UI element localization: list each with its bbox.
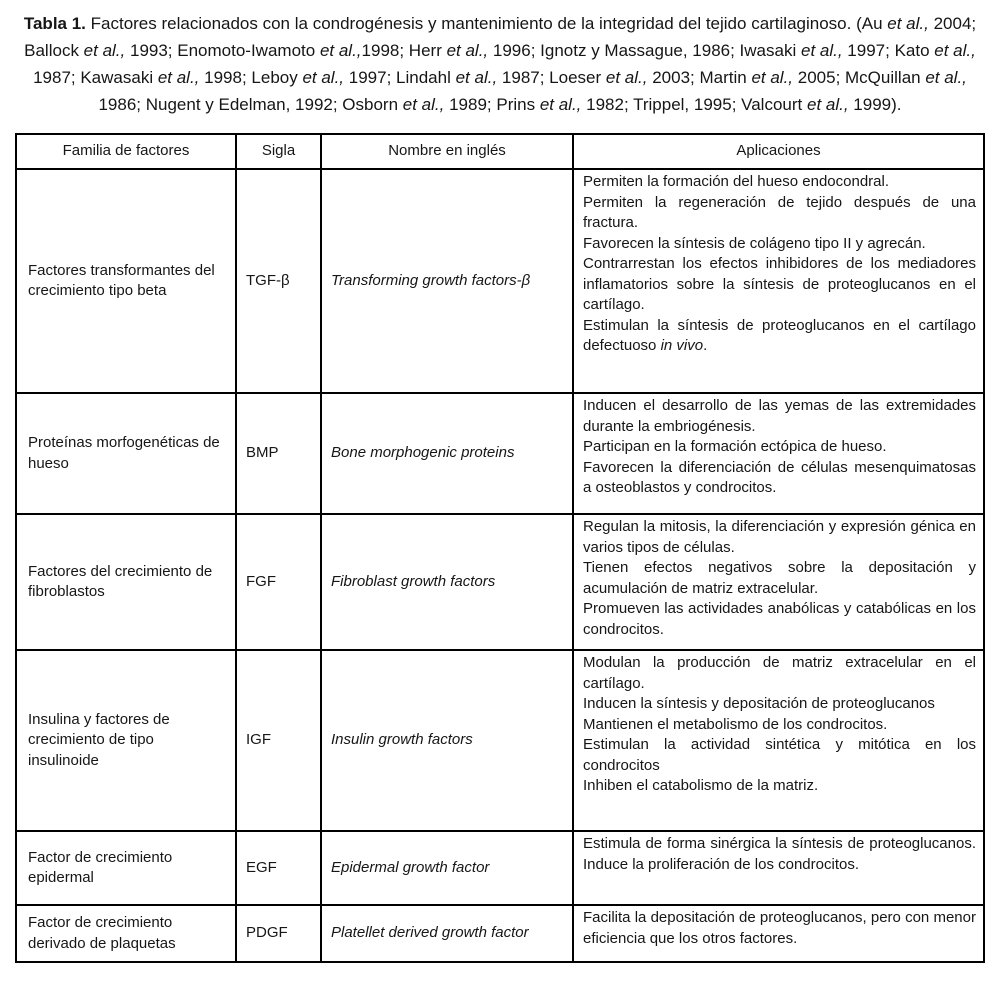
cell-aplicaciones [573,514,984,650]
table-row-tgf-b [16,169,984,393]
header-nombre-en-ingles: Nombre en inglés [321,134,573,169]
cell-aplicaciones [573,169,984,393]
application-item: Inducen la síntesis y depositación de proteoglucanos [583,695,935,712]
table-row-igf [16,650,984,831]
cell-familia: Proteínas morfogenéticas de hueso [16,393,236,514]
application-item: Permiten la regeneración de tejido después de una fractura. [583,193,976,231]
application-item: Estimula de forma sinérgica la síntesis de proteoglucanos. Induce la proliferación de los condrocitos. [583,835,976,873]
application-item: Favorecen la síntesis de colágeno tipo II y agrecán. [583,234,926,252]
cell-familia: Factor de crecimiento derivado de plaquetas [16,905,236,962]
cell-sigla: BMP [236,393,321,514]
document-page [0,10,1000,963]
cell-familia: Insulina y factores de crecimiento de tipo insulinoide [16,650,236,831]
cell-sigla: EGF [236,831,321,905]
cell-nombre-ingles: Fibroblast growth factors [321,514,573,650]
table-caption: Tabla 1. Factores relacionados con la condrogénesis y mantenimiento de la integridad del tejido cartilaginoso. (Au et al., 2004; Ballock et al., 1993; Enomoto-Iwamoto et al.,1998; Herr et al., 1996; Ignotz y Massague, 1986; Iwasaki et al., 1997; Kato et al., 1987; Kawasaki et al., 1998; Leboy et al., 1997; Lindahl et al., 1987; Loeser et al., 2003; Martin et al., 2005; McQuillan et al., 1986; Nugent y Edelman, 1992; Osborn et al., 1989; Prins et al., 1982; Trippel, 1995; Valcourt et al., 1999). [23,14,977,114]
cell-aplicaciones [573,905,984,962]
cell-nombre-ingles: Epidermal growth factor [321,831,573,905]
application-item: Favorecen la diferenciación de células mesenquimatosas a osteoblastos y condrocitos. [583,458,976,496]
cell-nombre-ingles: Platellet derived growth factor [321,905,573,962]
cell-sigla: FGF [236,514,321,650]
cell-familia: Factores transformantes del crecimiento tipo beta [16,169,236,393]
application-item: Mantienen el metabolismo de los condrocitos. [583,715,888,733]
header-familia-de-factores: Familia de factores [16,134,236,169]
application-item: Tienen efectos negativos sobre la depositación y acumulación de matriz extracelular. [583,559,976,597]
cell-aplicaciones [573,831,984,905]
application-item: Regulan la mitosis, la diferenciación y expresión génica en varios tipos de células. [583,518,976,556]
application-item: Inducen el desarrollo de las yemas de las extremidades durante la embriogénesis. [583,397,976,435]
cell-familia: Factor de crecimiento epidermal [16,831,236,905]
cell-sigla: IGF [236,650,321,831]
table-row-bmp [16,393,984,514]
application-item: Participan en la formación ectópica de hueso. [583,438,887,455]
application-item: Contrarrestan los efectos inhibidores de los mediadores inflamatorios sobre la síntesis de proteoglucanos en el cartílago. [583,255,976,313]
application-item: Permiten la formación del hueso endocondral. [583,173,890,190]
cell-sigla: PDGF [236,905,321,962]
application-item: Promueven las actividades anabólicas y catabólicas en los condrocitos. [583,600,976,638]
cell-familia: Factores del crecimiento de fibroblastos [16,514,236,650]
table-row-egf [16,831,984,905]
factors-table [15,133,985,963]
application-item: Inhiben el catabolismo de la matriz. [583,777,819,794]
cell-aplicaciones [573,393,984,514]
cell-sigla: TGF-β [236,169,321,393]
header-aplicaciones: Aplicaciones [573,134,984,169]
application-item: Facilita la depositación de proteoglucanos, pero con menor eficiencia que los otros factores. [583,909,976,947]
table-row-fgf [16,514,984,650]
header-row [16,134,984,169]
cell-aplicaciones [573,650,984,831]
cell-nombre-ingles: Transforming growth factors-β [321,169,573,393]
table-row-pdgf [16,905,984,962]
application-item: Modulan la producción de matriz extracelular en el cartílago. [583,654,976,692]
cell-nombre-ingles: Bone morphogenic proteins [321,393,573,514]
application-item: Estimulan la síntesis de proteoglucanos en el cartílago defectuoso in vivo. [583,316,976,354]
cell-nombre-ingles: Insulin growth factors [321,650,573,831]
application-item: Estimulan la actividad sintética y mitótica en los condrocitos [583,736,976,774]
header-sigla: Sigla [236,134,321,169]
